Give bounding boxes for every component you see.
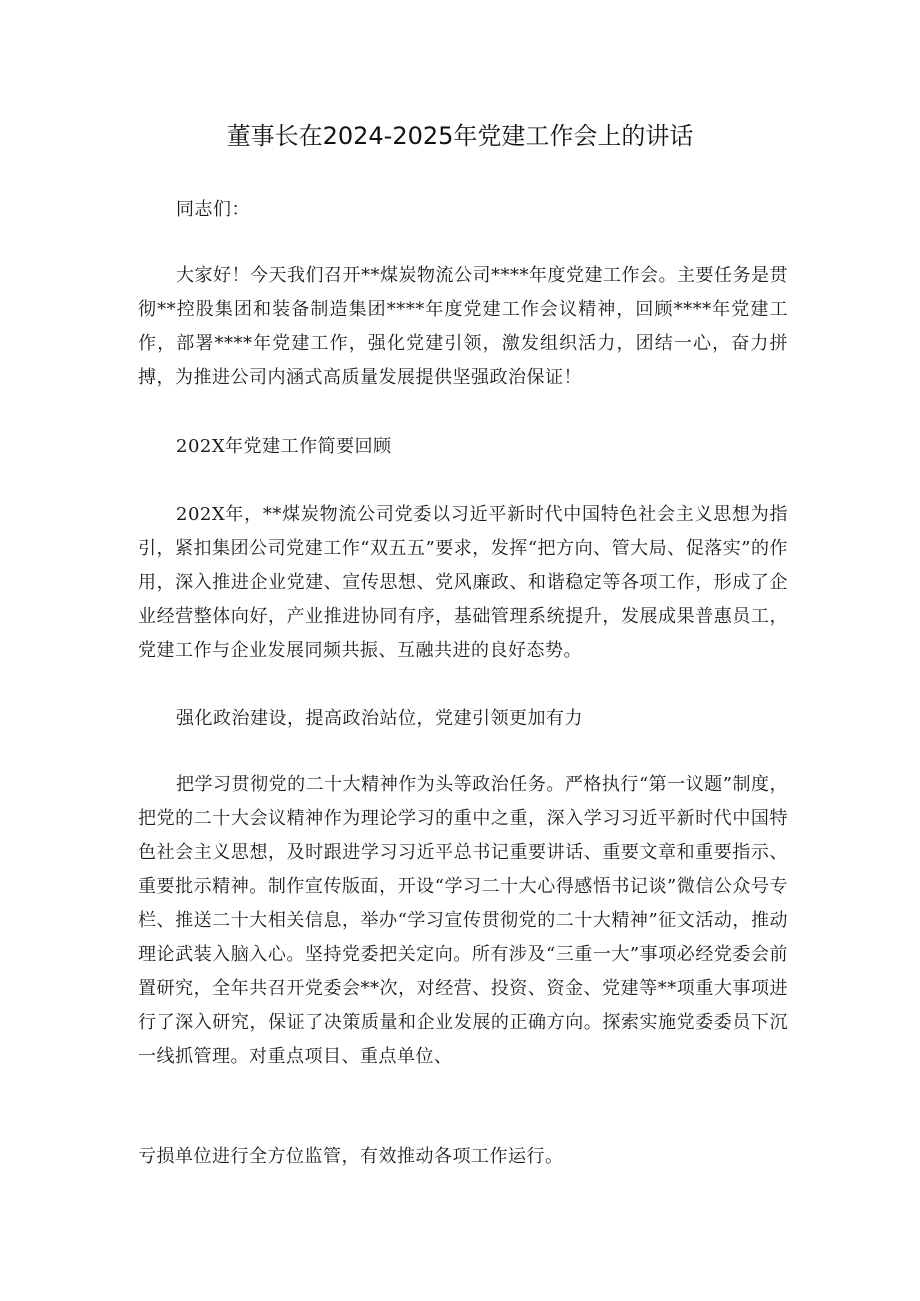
intro-paragraph: 大家好！今天我们召开**煤炭物流公司****年度党建工作会。主要任务是贯彻**控股集团和装备制造集团****年度党建工作会议精神，回顾****年党建工作，部署****年党建工作，强化党建引领，激发组织活力，团结一心，奋力拼搏，为推进公司内涵式高质量发展提供坚强政治保证！ — [138, 265, 788, 388]
review-paragraph: 202X年，**煤炭物流公司党委以习近平新时代中国特色社会主义思想为指引，紧扣集团公司党建工作“双五五”要求，发挥“把方向、管大局、促落实”的作用，深入推进企业党建、宣传思想、党风廉政、和谐稳定等各项工作，形成了企业经营整体向好，产业推进协同有序，基础管理系统提升，发展成果普惠员工，党建工作与企业发展同频共振、互融共进的良好态势。 — [138, 504, 788, 661]
section-heading: 202X年党建工作简要回顾 — [176, 436, 392, 457]
document-title: 董事长在2024-2025年党建工作会上的讲话 — [226, 122, 694, 150]
politics-paragraph: 把学习贯彻党的二十大精神作为头等政治任务。严格执行“第一议题”制度，把党的二十大会议精神作为理论学习的重中之重，深入学习习近平新时代中国特色社会主义思想，及时跟进学习习近平总书记重要讲话、重要文章和重要指示、重要批示精神。制作宣传版面，开设“学习二十大心得感悟书记谈”微信公众号专栏、推送二十大相关信息，举办“学习宣传贯彻党的二十大精神”征文活动，推动理论武装入脑入心。坚持党委把关定向。所有涉及“三重一大”事项必经党委会前置研究，全年共召开党委会**次，对经营、投资、资金、党建等**项重大事项进行了深入研究，保证了决策质量和企业发展的正确方向。探索实施党委委员下沉一线抓管理。对重点项目、重点单位、 — [138, 774, 788, 1067]
sub-heading: 强化政治建设，提高政治站位，党建引领更加有力 — [176, 708, 583, 729]
continuation-paragraph: 亏损单位进行全方位监管，有效推动各项工作运行。 — [138, 1146, 564, 1167]
salutation: 同志们： — [176, 199, 250, 220]
